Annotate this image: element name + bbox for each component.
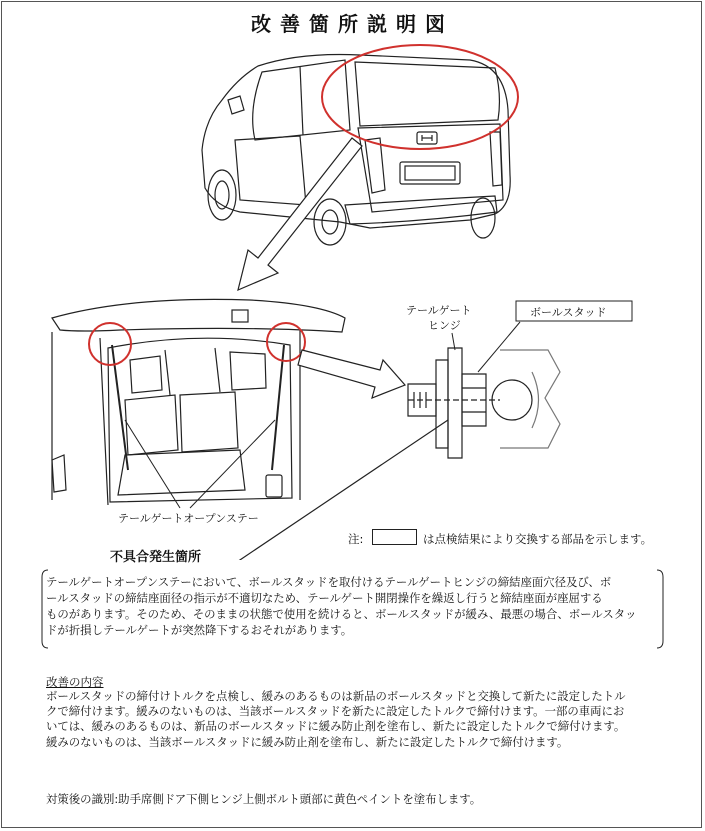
defect-section-title: 不具合発生箇所 [110,550,202,565]
defect-line: ドが折損しテールゲートが突然降下するおそれがあります。 [46,623,353,637]
improvement-line: クで締付けます。緩みのないものは、当該ボールスタッドを新たに設定したトルクで締付けます。一部の車両にお [46,704,625,719]
hinge-label-line-2: ヒンジ [428,319,461,332]
ball-stud-label: ボールスタッド [530,306,607,319]
leader-ball-stud [478,322,520,372]
open-stay-label: テールゲートオープンステー [118,512,259,525]
post-fix-identification: 対策後の識別:助手席側ドア下側ヒンジ上側ボルト頭部に黄色ペイントを塗布します。 [46,792,482,806]
defect-line: ールスタッドの締結座面径の指示が不適切なため、テールゲート開閉操作を繰返し行うと締結座面が座屈する [46,591,603,605]
improvement-line: いては、緩みのあるものは、新品のボールスタッドに緩み防止剤を塗布し、新たに設定したトルクで締付けます。 [46,719,626,734]
leader-lines-stay [125,420,275,508]
hinge-label-line-1: テールゲート [406,304,472,317]
defect-description [46,574,658,638]
page-title: 改善箇所説明図 [251,12,454,36]
note-prefix: 注: [348,532,364,546]
improvement-description [46,689,666,750]
note-legend-box [372,529,417,545]
defect-line: テールゲートオープンステーにおいて、ボールスタッドを取付けるテールゲートヒンジの締結座面穴径及び、ボ [46,575,612,589]
note-description: は点検結果により交換する部品を示します。 [423,532,653,546]
defect-line: ものがあります。そのため、そのままの状態で使用を続けると、ボールスタッドが緩み、最悪の場合、ボールスタッ [46,607,637,621]
highlight-circle-left-hinge [89,323,131,365]
improvement-line: ボールスタッドの締付けトルクを点検し、緩みのあるものは新品のボールスタッドと交換して新たに設定したトル [46,689,626,703]
highlight-ellipse-tailgate [322,45,518,149]
improvement-section-title: 改善の内容 [46,675,104,689]
improvement-line: 緩みのないものは、当該ボールスタッドに緩み防止剤を塗布し、新たに設定したトルクで締付けます。 [46,734,569,749]
callout-arrow-detail [298,350,405,398]
